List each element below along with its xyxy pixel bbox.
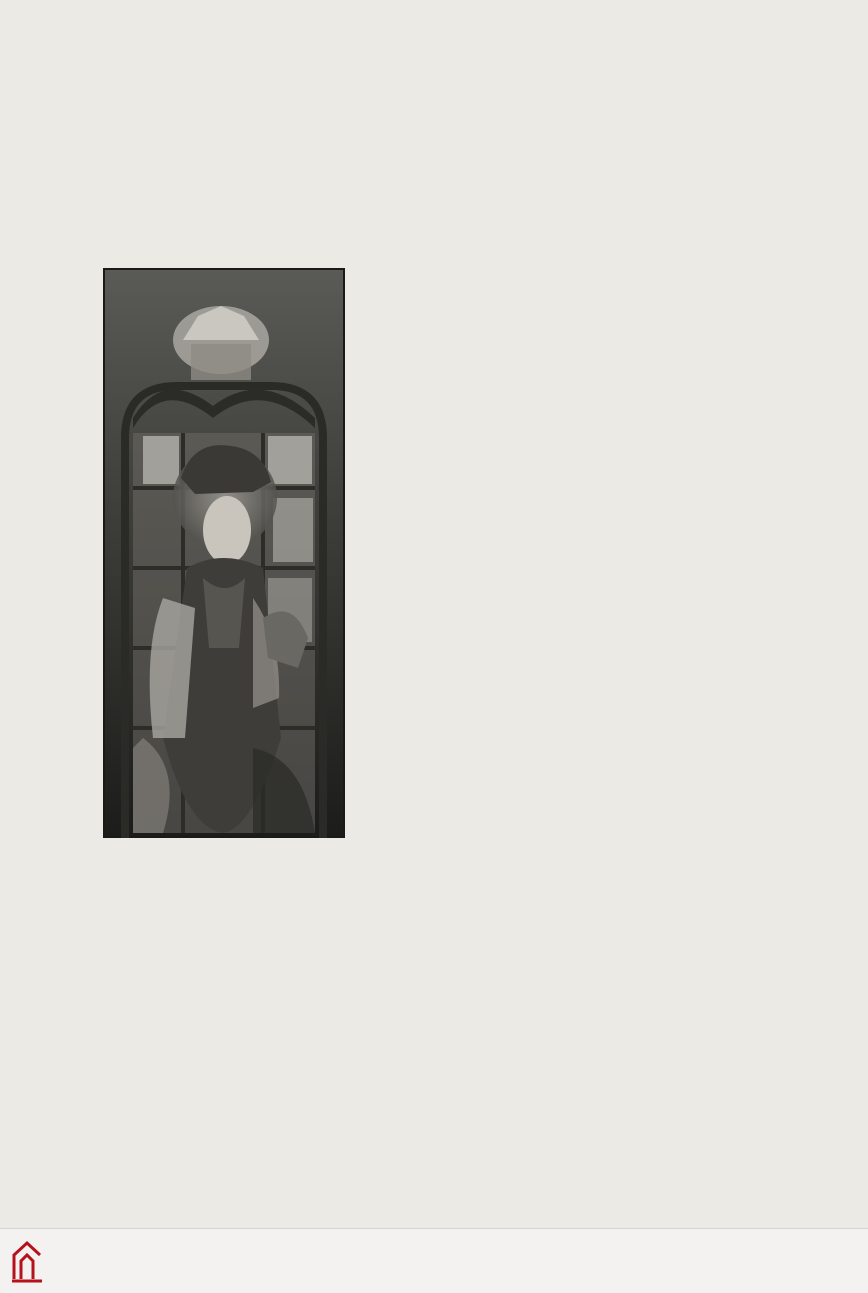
university-library-logo-icon[interactable] <box>10 1239 44 1283</box>
viewer-footer <box>0 1228 868 1293</box>
stained-glass-image <box>103 268 345 838</box>
stained-glass-figure <box>103 268 345 838</box>
